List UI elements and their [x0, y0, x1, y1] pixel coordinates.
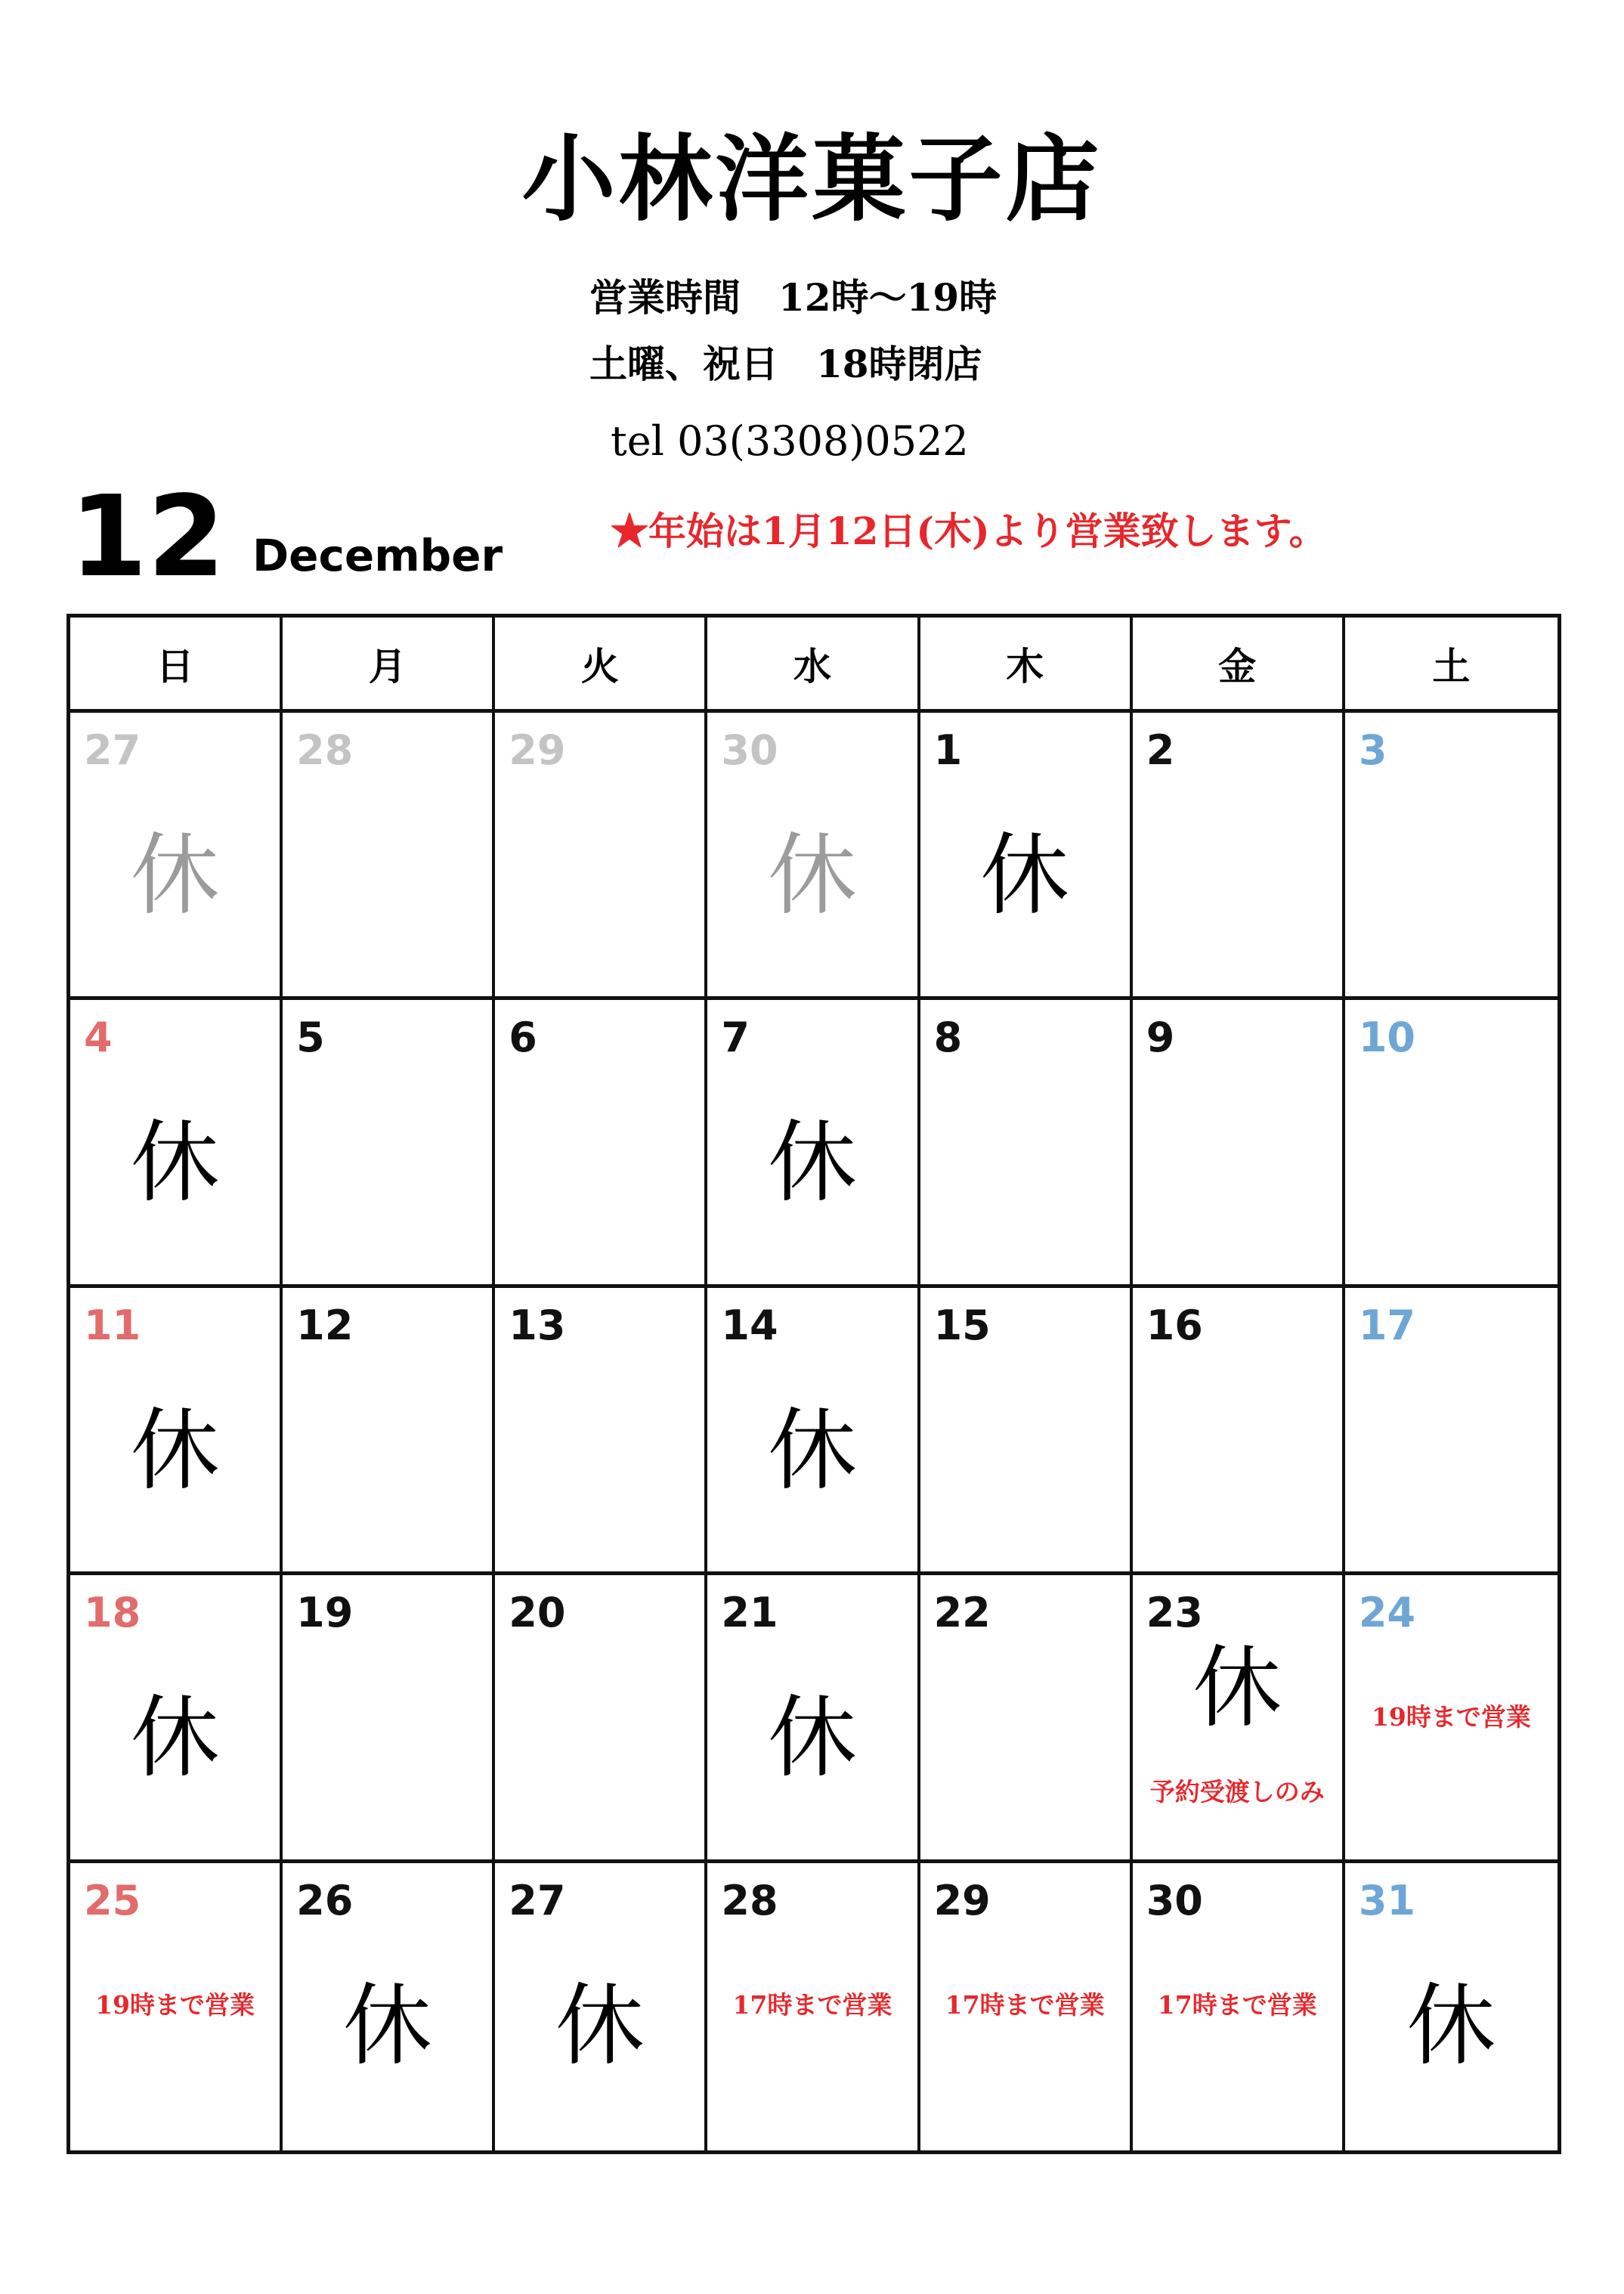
calendar-day-cell	[283, 1575, 495, 1862]
calendar-day-cell	[707, 1288, 920, 1575]
weekday-wed: 水	[707, 618, 920, 713]
day-number: 30	[721, 726, 778, 774]
day-number: 7	[721, 1014, 750, 1062]
day-number: 14	[721, 1301, 778, 1349]
day-number: 28	[721, 1876, 778, 1924]
closed-mark: 休	[555, 1973, 645, 2078]
day-number: 4	[84, 1014, 113, 1062]
day-number: 27	[509, 1876, 566, 1924]
day-number: 17	[1358, 1301, 1415, 1349]
day-number: 28	[296, 726, 354, 774]
day-number: 15	[933, 1301, 991, 1349]
calendar-day-cell	[707, 1000, 920, 1287]
calendar-day-cell	[920, 1288, 1133, 1575]
weekday-sun: 日	[70, 618, 283, 713]
day-number: 30	[1146, 1876, 1203, 1924]
closed-mark: 休	[130, 1686, 220, 1791]
calendar-day-cell	[283, 1000, 495, 1287]
day-number: 16	[1146, 1301, 1203, 1349]
calendar-grid	[67, 614, 1561, 2154]
new-year-notice: ★年始は1月12日(木)より営業致します。	[611, 509, 1327, 553]
closed-mark: 休	[767, 1398, 857, 1503]
calendar-day-cell	[495, 713, 707, 1000]
shop-name: 小林洋菓子店	[521, 125, 1103, 234]
calendar-day-cell	[707, 713, 920, 1000]
day-number: 23	[1146, 1589, 1203, 1637]
calendar-day-cell	[495, 1288, 707, 1575]
day-number: 24	[1358, 1589, 1415, 1637]
day-number: 25	[84, 1876, 141, 1924]
calendar-day-cell	[495, 1000, 707, 1287]
day-number: 20	[509, 1589, 566, 1637]
calendar-day-cell	[920, 1863, 1133, 2150]
closed-mark: 休	[130, 823, 220, 927]
calendar-day-cell	[283, 1288, 495, 1575]
day-note: 17時まで営業	[732, 1989, 892, 2020]
day-number: 22	[933, 1589, 991, 1637]
calendar-day-cell	[70, 713, 283, 1000]
calendar-day-cell	[1345, 1863, 1557, 2150]
day-number: 1	[933, 726, 963, 774]
closed-mark: 休	[1192, 1636, 1282, 1741]
calendar-day-cell	[1345, 1000, 1557, 1287]
weekday-thu: 木	[920, 618, 1133, 713]
month-name: December	[252, 530, 503, 581]
calendar-day-cell	[920, 1000, 1133, 1287]
closed-mark: 休	[130, 1398, 220, 1503]
closed-mark: 休	[1406, 1973, 1496, 2078]
day-number: 29	[933, 1876, 991, 1924]
calendar-day-cell	[70, 1575, 283, 1862]
calendar-day-cell	[495, 1575, 707, 1862]
day-number: 10	[1358, 1014, 1415, 1062]
day-note: 19時まで営業	[1371, 1702, 1531, 1732]
day-number: 2	[1146, 726, 1175, 774]
day-number: 27	[84, 726, 141, 774]
month-number: 12	[70, 472, 225, 602]
day-note: 17時まで営業	[945, 1989, 1105, 2020]
day-number: 9	[1146, 1014, 1175, 1062]
closed-mark: 休	[767, 1686, 857, 1791]
day-note: 19時まで営業	[95, 1989, 255, 2020]
calendar-day-cell	[1133, 1000, 1345, 1287]
closed-mark: 休	[980, 823, 1070, 927]
closed-mark: 休	[130, 1110, 220, 1215]
calendar-day-cell	[920, 1575, 1133, 1862]
calendar-day-cell	[283, 713, 495, 1000]
calendar-day-cell	[495, 1863, 707, 2150]
weekday-mon: 月	[283, 618, 495, 713]
day-number: 19	[296, 1589, 354, 1637]
calendar-day-cell	[920, 713, 1133, 1000]
business-hours: 営業時間 12時〜19時	[589, 275, 998, 320]
calendar-day-cell	[707, 1863, 920, 2150]
calendar-day-cell	[1345, 1288, 1557, 1575]
calendar-day-cell	[1133, 1575, 1345, 1862]
day-number: 11	[84, 1301, 141, 1349]
day-number: 3	[1358, 726, 1387, 774]
calendar-day-cell	[1133, 713, 1345, 1000]
weekday-tue: 火	[495, 618, 707, 713]
calendar-day-cell	[1133, 1288, 1345, 1575]
day-number: 8	[933, 1014, 963, 1062]
calendar-day-cell	[1133, 1863, 1345, 2150]
calendar-day-cell	[283, 1863, 495, 2150]
closed-mark: 休	[342, 1973, 432, 2078]
calendar-day-cell	[1345, 713, 1557, 1000]
phone-number: tel 03(3308)0522	[611, 417, 969, 465]
day-number: 18	[84, 1589, 141, 1637]
day-number: 12	[296, 1301, 354, 1349]
day-number: 31	[1358, 1876, 1415, 1924]
day-number: 13	[509, 1301, 566, 1349]
saturday-holiday-hours: 土曜、祝日 18時閉店	[589, 342, 982, 386]
weekday-sat: 土	[1345, 618, 1557, 713]
day-note: 予約受渡しのみ	[1149, 1777, 1325, 1807]
day-number: 6	[509, 1014, 537, 1062]
calendar-day-cell	[70, 1000, 283, 1287]
calendar-day-cell	[70, 1288, 283, 1575]
day-note: 17時まで営業	[1157, 1989, 1317, 2020]
calendar-day-cell	[1345, 1575, 1557, 1862]
day-number: 29	[509, 726, 566, 774]
closed-mark: 休	[767, 823, 857, 927]
calendar-day-cell	[70, 1863, 283, 2150]
closed-mark: 休	[767, 1110, 857, 1215]
day-number: 26	[296, 1876, 354, 1924]
calendar-day-cell	[707, 1575, 920, 1862]
day-number: 21	[721, 1589, 778, 1637]
day-number: 5	[296, 1014, 325, 1062]
weekday-fri: 金	[1133, 618, 1345, 713]
